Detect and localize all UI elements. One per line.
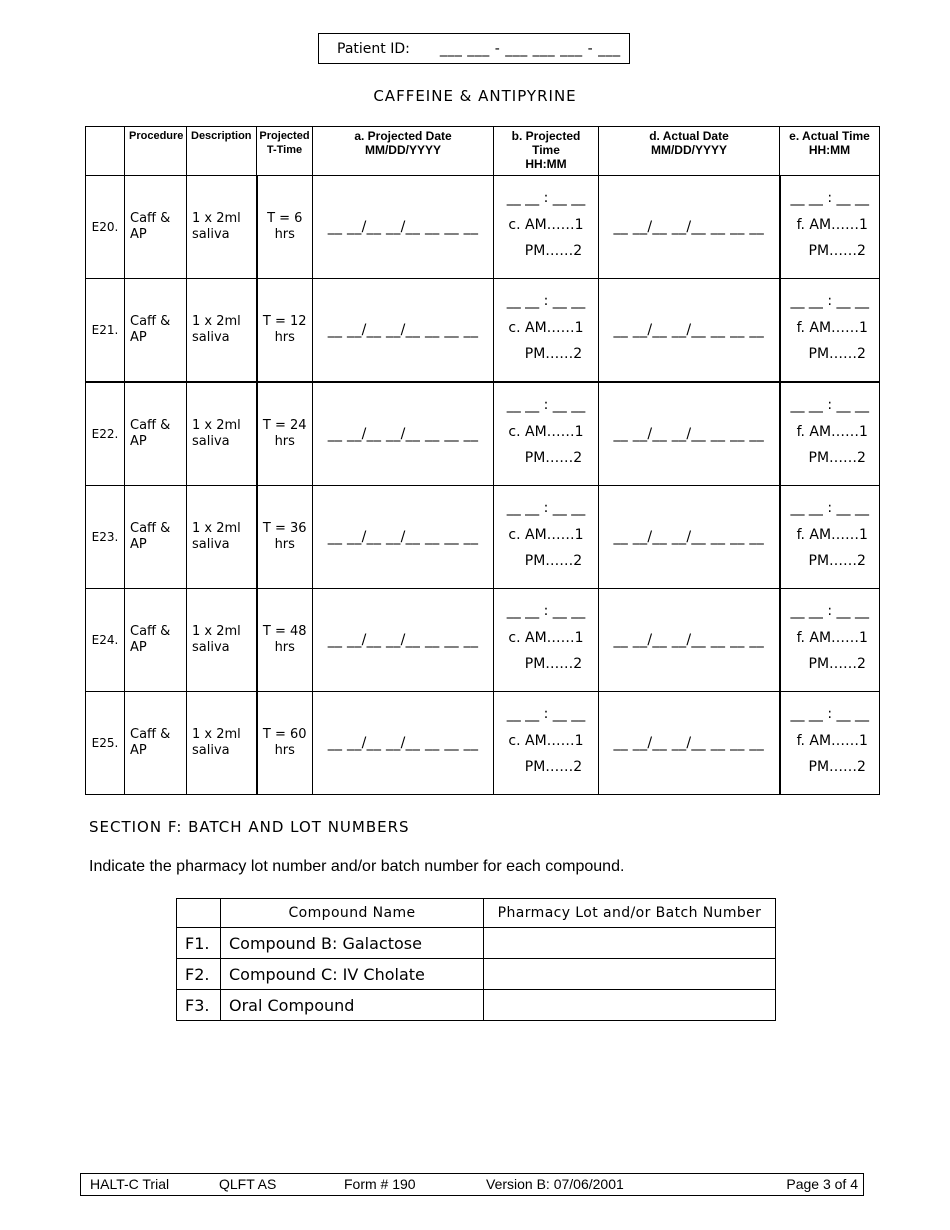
footer-page: Page 3 of 4	[786, 1176, 858, 1192]
am-option[interactable]: f. AM……1	[796, 733, 868, 749]
lot-row-id: F1.	[177, 928, 221, 959]
footer-trial: HALT-C Trial	[90, 1176, 170, 1192]
lot-row-id: F2.	[177, 959, 221, 990]
row-description	[187, 692, 257, 795]
procedure-table	[85, 126, 880, 795]
description-line: 1 x 2ml	[192, 314, 241, 329]
table-row	[86, 176, 880, 279]
lot-row-compound: Compound B: Galactose	[221, 928, 484, 959]
am-option[interactable]: c. AM……1	[508, 217, 584, 233]
header-line: Projected	[259, 130, 310, 142]
actual-time-field[interactable]	[780, 382, 880, 486]
row-description	[187, 382, 257, 486]
row-id: E25.	[86, 692, 125, 795]
lot-row-id: F3.	[177, 990, 221, 1021]
header-actual-time	[780, 127, 880, 176]
time-blank[interactable]: __ __ : __ __	[506, 190, 586, 206]
time-blank[interactable]: __ __ : __ __	[790, 397, 870, 413]
time-blank[interactable]: __ __ : __ __	[506, 397, 586, 413]
procedure-line: Caff &	[130, 211, 171, 226]
ttime-line: T = 36	[262, 521, 307, 536]
actual-date-field[interactable]: __ __/__ __/__ __ __ __	[599, 589, 780, 692]
actual-date-field[interactable]: __ __/__ __/__ __ __ __	[599, 176, 780, 279]
am-option[interactable]: f. AM……1	[796, 320, 868, 336]
time-blank[interactable]: __ __ : __ __	[790, 706, 870, 722]
patient-id-field[interactable]: ___ ___ - ___ ___ ___ - ___	[439, 40, 621, 57]
procedure-line: AP	[130, 330, 147, 345]
procedure-line: AP	[130, 434, 147, 449]
header-line: MM/DD/YYYY	[650, 143, 727, 157]
projected-time-field[interactable]	[494, 279, 599, 383]
header-id	[86, 127, 125, 176]
header-line: HH:MM	[808, 143, 851, 157]
description-line: saliva	[192, 743, 230, 758]
header-line: MM/DD/YYYY	[364, 143, 441, 157]
lot-row	[177, 990, 776, 1021]
table-row	[86, 692, 880, 795]
am-option[interactable]: c. AM……1	[508, 733, 584, 749]
pm-option[interactable]: PM……2	[524, 759, 583, 775]
actual-date-field[interactable]: __ __/__ __/__ __ __ __	[599, 382, 780, 486]
ttime-line: T = 48	[262, 624, 307, 639]
header-projected-ttime	[257, 127, 313, 176]
form-title: CAFFEINE & ANTIPYRINE	[373, 87, 577, 105]
projected-date-field[interactable]: __ __/__ __/__ __ __ __	[313, 279, 494, 383]
description-line: 1 x 2ml	[192, 727, 241, 742]
row-procedure	[125, 692, 187, 795]
pm-option[interactable]: PM……2	[808, 243, 866, 259]
lot-table	[176, 898, 776, 1021]
pm-option[interactable]: PM……2	[524, 450, 583, 466]
lot-batch-field[interactable]	[484, 959, 776, 990]
row-id: E22.	[86, 382, 125, 486]
am-option[interactable]: f. AM……1	[796, 217, 868, 233]
description-line: 1 x 2ml	[192, 418, 241, 433]
row-projected-ttime	[257, 176, 313, 279]
footer	[80, 1173, 864, 1196]
row-description	[187, 176, 257, 279]
time-blank[interactable]: __ __ : __ __	[506, 603, 586, 619]
header-projected-date	[313, 127, 494, 176]
pm-option[interactable]: PM……2	[524, 553, 583, 569]
ttime-line: hrs	[274, 743, 295, 758]
table-row	[86, 589, 880, 692]
projected-date-field[interactable]: __ __/__ __/__ __ __ __	[313, 382, 494, 486]
table-row	[86, 382, 880, 486]
pm-option[interactable]: PM……2	[808, 553, 866, 569]
pm-option[interactable]: PM……2	[808, 759, 866, 775]
header-line: T-Time	[266, 144, 303, 156]
lot-batch-field[interactable]	[484, 990, 776, 1021]
pm-option[interactable]: PM……2	[524, 243, 583, 259]
row-projected-ttime	[257, 486, 313, 589]
description-line: 1 x 2ml	[192, 211, 241, 226]
header-procedure: Procedure	[125, 127, 187, 176]
description-line: saliva	[192, 434, 230, 449]
projected-time-field[interactable]	[494, 382, 599, 486]
lot-header-compound: Compound Name	[221, 899, 484, 928]
projected-time-field[interactable]	[494, 692, 599, 795]
row-id: E21.	[86, 279, 125, 383]
row-id: E20.	[86, 176, 125, 279]
am-option[interactable]: f. AM……1	[796, 527, 868, 543]
actual-date-field[interactable]: __ __/__ __/__ __ __ __	[599, 692, 780, 795]
time-blank[interactable]: __ __ : __ __	[790, 500, 870, 516]
header-line: a. Projected Date	[354, 129, 452, 143]
procedure-line: AP	[130, 743, 147, 758]
row-procedure	[125, 486, 187, 589]
actual-time-field[interactable]	[780, 279, 880, 383]
projected-time-field[interactable]	[494, 486, 599, 589]
procedure-line: Caff &	[130, 418, 171, 433]
footer-version: Version B: 07/06/2001	[486, 1176, 624, 1192]
am-option[interactable]: f. AM……1	[796, 630, 868, 646]
section-f-instruction: Indicate the pharmacy lot number and/or batch number for each compound.	[89, 858, 625, 875]
lot-batch-field[interactable]	[484, 928, 776, 959]
time-blank[interactable]: __ __ : __ __	[790, 190, 870, 206]
procedure-line: Caff &	[130, 727, 171, 742]
pm-option[interactable]: PM……2	[524, 656, 583, 672]
ttime-line: T = 24	[262, 418, 307, 433]
lot-header-id	[177, 899, 221, 928]
row-description	[187, 486, 257, 589]
am-option[interactable]: f. AM……1	[796, 424, 868, 440]
footer-form-code: QLFT AS	[219, 1176, 277, 1192]
procedure-line: AP	[130, 537, 147, 552]
procedure-line: AP	[130, 227, 147, 242]
time-blank[interactable]: __ __ : __ __	[790, 603, 870, 619]
row-projected-ttime	[257, 279, 313, 383]
footer-form-number: Form # 190	[344, 1176, 416, 1192]
description-line: saliva	[192, 537, 230, 552]
procedure-line: Caff &	[130, 521, 171, 536]
projected-time-field[interactable]	[494, 589, 599, 692]
row-description	[187, 279, 257, 383]
projected-time-field[interactable]	[494, 176, 599, 279]
header-actual-date	[599, 127, 780, 176]
description-line: 1 x 2ml	[192, 521, 241, 536]
actual-time-field[interactable]	[780, 486, 880, 589]
lot-header-batch: Pharmacy Lot and/or Batch Number	[484, 899, 776, 928]
row-procedure	[125, 589, 187, 692]
ttime-line: T = 60	[262, 727, 307, 742]
description-line: saliva	[192, 640, 230, 655]
lot-header-row	[177, 899, 776, 928]
row-projected-ttime	[257, 382, 313, 486]
procedure-line: Caff &	[130, 314, 171, 329]
time-blank[interactable]: __ __ : __ __	[790, 293, 870, 309]
projected-date-field[interactable]: __ __/__ __/__ __ __ __	[313, 589, 494, 692]
ttime-line: hrs	[274, 537, 295, 552]
actual-time-field[interactable]	[780, 692, 880, 795]
ttime-line: hrs	[274, 330, 295, 345]
actual-date-field[interactable]: __ __/__ __/__ __ __ __	[599, 486, 780, 589]
pm-option[interactable]: PM……2	[524, 346, 583, 362]
header-line: HH:MM	[525, 157, 567, 171]
header-line: e. Actual Time	[789, 129, 870, 143]
table-row	[86, 279, 880, 383]
ttime-line: T = 12	[262, 314, 307, 329]
header-line: Time	[532, 143, 560, 157]
row-projected-ttime	[257, 692, 313, 795]
procedure-line: Caff &	[130, 624, 171, 639]
description-line: 1 x 2ml	[192, 624, 241, 639]
patient-id-label: Patient ID:	[337, 40, 410, 57]
ttime-line: T = 6 hrs	[267, 211, 303, 242]
actual-date-field[interactable]: __ __/__ __/__ __ __ __	[599, 279, 780, 383]
am-option[interactable]: c. AM……1	[508, 320, 584, 336]
procedure-line: AP	[130, 640, 147, 655]
actual-time-field[interactable]	[780, 176, 880, 279]
header-line: d. Actual Date	[649, 129, 729, 143]
projected-date-field[interactable]: __ __/__ __/__ __ __ __	[313, 692, 494, 795]
am-option[interactable]: c. AM……1	[508, 424, 584, 440]
am-option[interactable]: c. AM……1	[508, 630, 584, 646]
patient-id-box	[318, 33, 630, 64]
ttime-line: hrs	[274, 640, 295, 655]
pm-option[interactable]: PM……2	[808, 656, 866, 672]
description-line: saliva	[192, 227, 230, 242]
pm-option[interactable]: PM……2	[808, 346, 866, 362]
description-line: saliva	[192, 330, 230, 345]
ttime-line: hrs	[274, 434, 295, 449]
time-blank[interactable]: __ __ : __ __	[506, 500, 586, 516]
pm-option[interactable]: PM……2	[808, 450, 866, 466]
lot-row-compound: Compound C: IV Cholate	[221, 959, 484, 990]
lot-row	[177, 959, 776, 990]
projected-date-field[interactable]: __ __/__ __/__ __ __ __	[313, 176, 494, 279]
time-blank[interactable]: __ __ : __ __	[506, 706, 586, 722]
row-procedure	[125, 176, 187, 279]
actual-time-field[interactable]	[780, 589, 880, 692]
header-line: b. Projected	[511, 129, 581, 143]
header-description: Description	[187, 127, 257, 176]
row-id: E23.	[86, 486, 125, 589]
row-projected-ttime	[257, 589, 313, 692]
row-procedure	[125, 382, 187, 486]
row-description	[187, 589, 257, 692]
row-procedure	[125, 279, 187, 383]
header-projected-time	[494, 127, 599, 176]
table-row	[86, 486, 880, 589]
am-option[interactable]: c. AM……1	[508, 527, 584, 543]
section-f-heading: SECTION F: BATCH AND LOT NUMBERS	[89, 818, 410, 836]
lot-row-compound: Oral Compound	[221, 990, 484, 1021]
time-blank[interactable]: __ __ : __ __	[506, 293, 586, 309]
projected-date-field[interactable]: __ __/__ __/__ __ __ __	[313, 486, 494, 589]
row-id: E24.	[86, 589, 125, 692]
lot-row	[177, 928, 776, 959]
table-header-row	[86, 127, 880, 176]
